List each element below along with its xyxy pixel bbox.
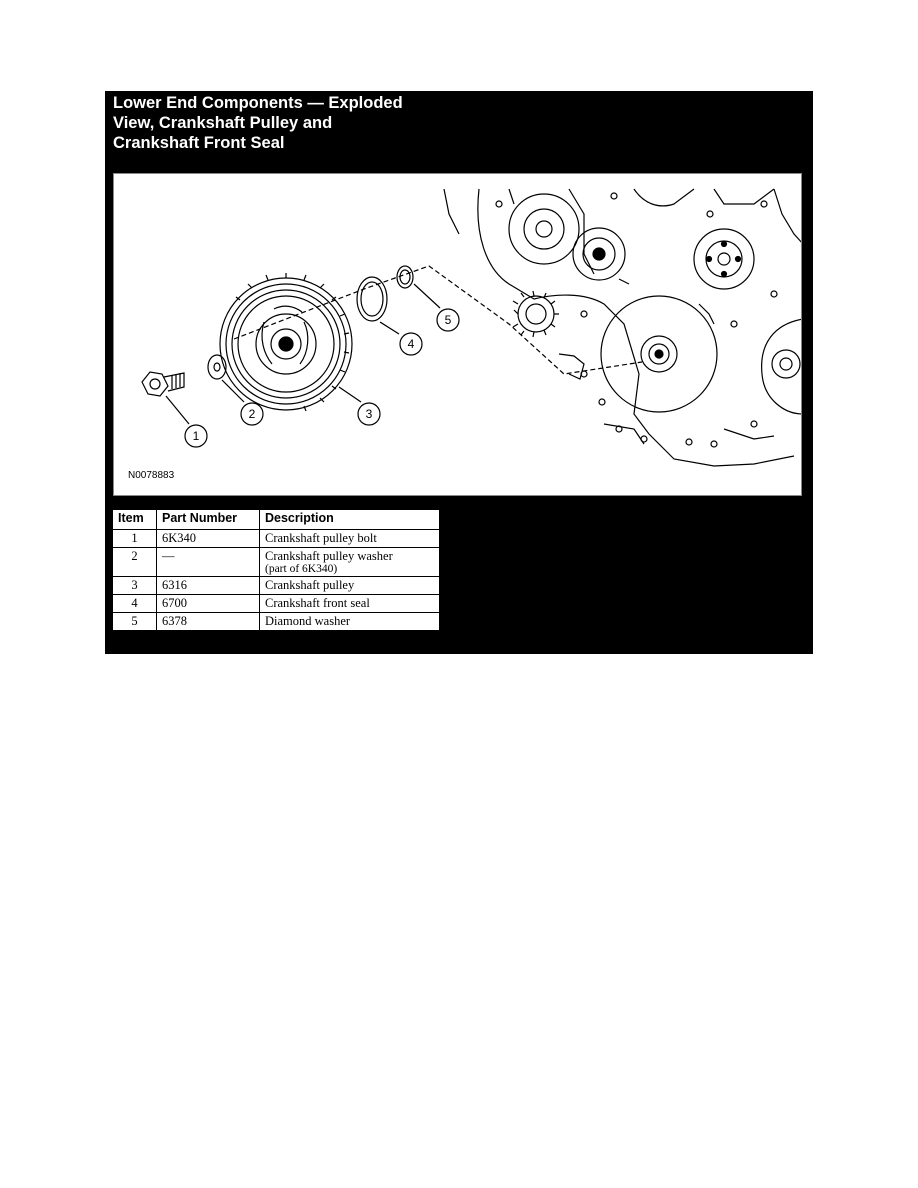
table-header-row <box>113 510 440 530</box>
callout-5-label: 5 <box>444 313 452 327</box>
crankshaft-pulley-drawing <box>220 273 352 411</box>
header-item: Item <box>113 510 157 530</box>
table-row <box>113 595 440 613</box>
table-row <box>113 613 440 631</box>
part-number-cell: 6700 <box>157 595 260 613</box>
description-text: Crankshaft pulley washer <box>265 549 393 563</box>
exploded-view-figure <box>113 173 802 496</box>
table-row <box>113 577 440 595</box>
part-number-cell: — <box>157 548 260 577</box>
callout-2-label: 2 <box>248 407 256 421</box>
table-row <box>113 530 440 548</box>
parts-table <box>112 509 440 631</box>
description-note: (part of 6K340) <box>265 563 338 575</box>
description-cell: Crankshaft pulley <box>260 577 440 595</box>
description-cell: Crankshaft front seal <box>260 595 440 613</box>
title-line-3: Crankshaft Front Seal <box>113 134 285 152</box>
table-row <box>113 548 440 577</box>
header-description: Description <box>260 510 440 530</box>
item-cell: 4 <box>113 595 157 613</box>
part-number-cell: 6316 <box>157 577 260 595</box>
bolt-drawing <box>142 372 184 396</box>
title-line-1: Lower End Components — Exploded <box>113 94 403 112</box>
callout-1-label: 1 <box>192 429 200 443</box>
title-line-2: View, Crankshaft Pulley and <box>113 114 333 132</box>
washer-drawing <box>208 355 226 379</box>
exploded-view-drawing <box>114 174 802 496</box>
item-cell: 3 <box>113 577 157 595</box>
description-cell <box>260 548 440 577</box>
figure-id: N0078883 <box>128 470 175 481</box>
item-cell: 5 <box>113 613 157 631</box>
header-part-number: Part Number <box>157 510 260 530</box>
callout-4-label: 4 <box>407 337 415 351</box>
part-number-cell: 6378 <box>157 613 260 631</box>
page-title <box>113 93 513 153</box>
callout-3-label: 3 <box>365 407 373 421</box>
item-cell: 1 <box>113 530 157 548</box>
item-cell: 2 <box>113 548 157 577</box>
part-number-cell: 6K340 <box>157 530 260 548</box>
description-cell: Crankshaft pulley bolt <box>260 530 440 548</box>
diagram-panel <box>105 91 813 654</box>
engine-front-drawing <box>444 189 802 466</box>
description-cell: Diamond washer <box>260 613 440 631</box>
